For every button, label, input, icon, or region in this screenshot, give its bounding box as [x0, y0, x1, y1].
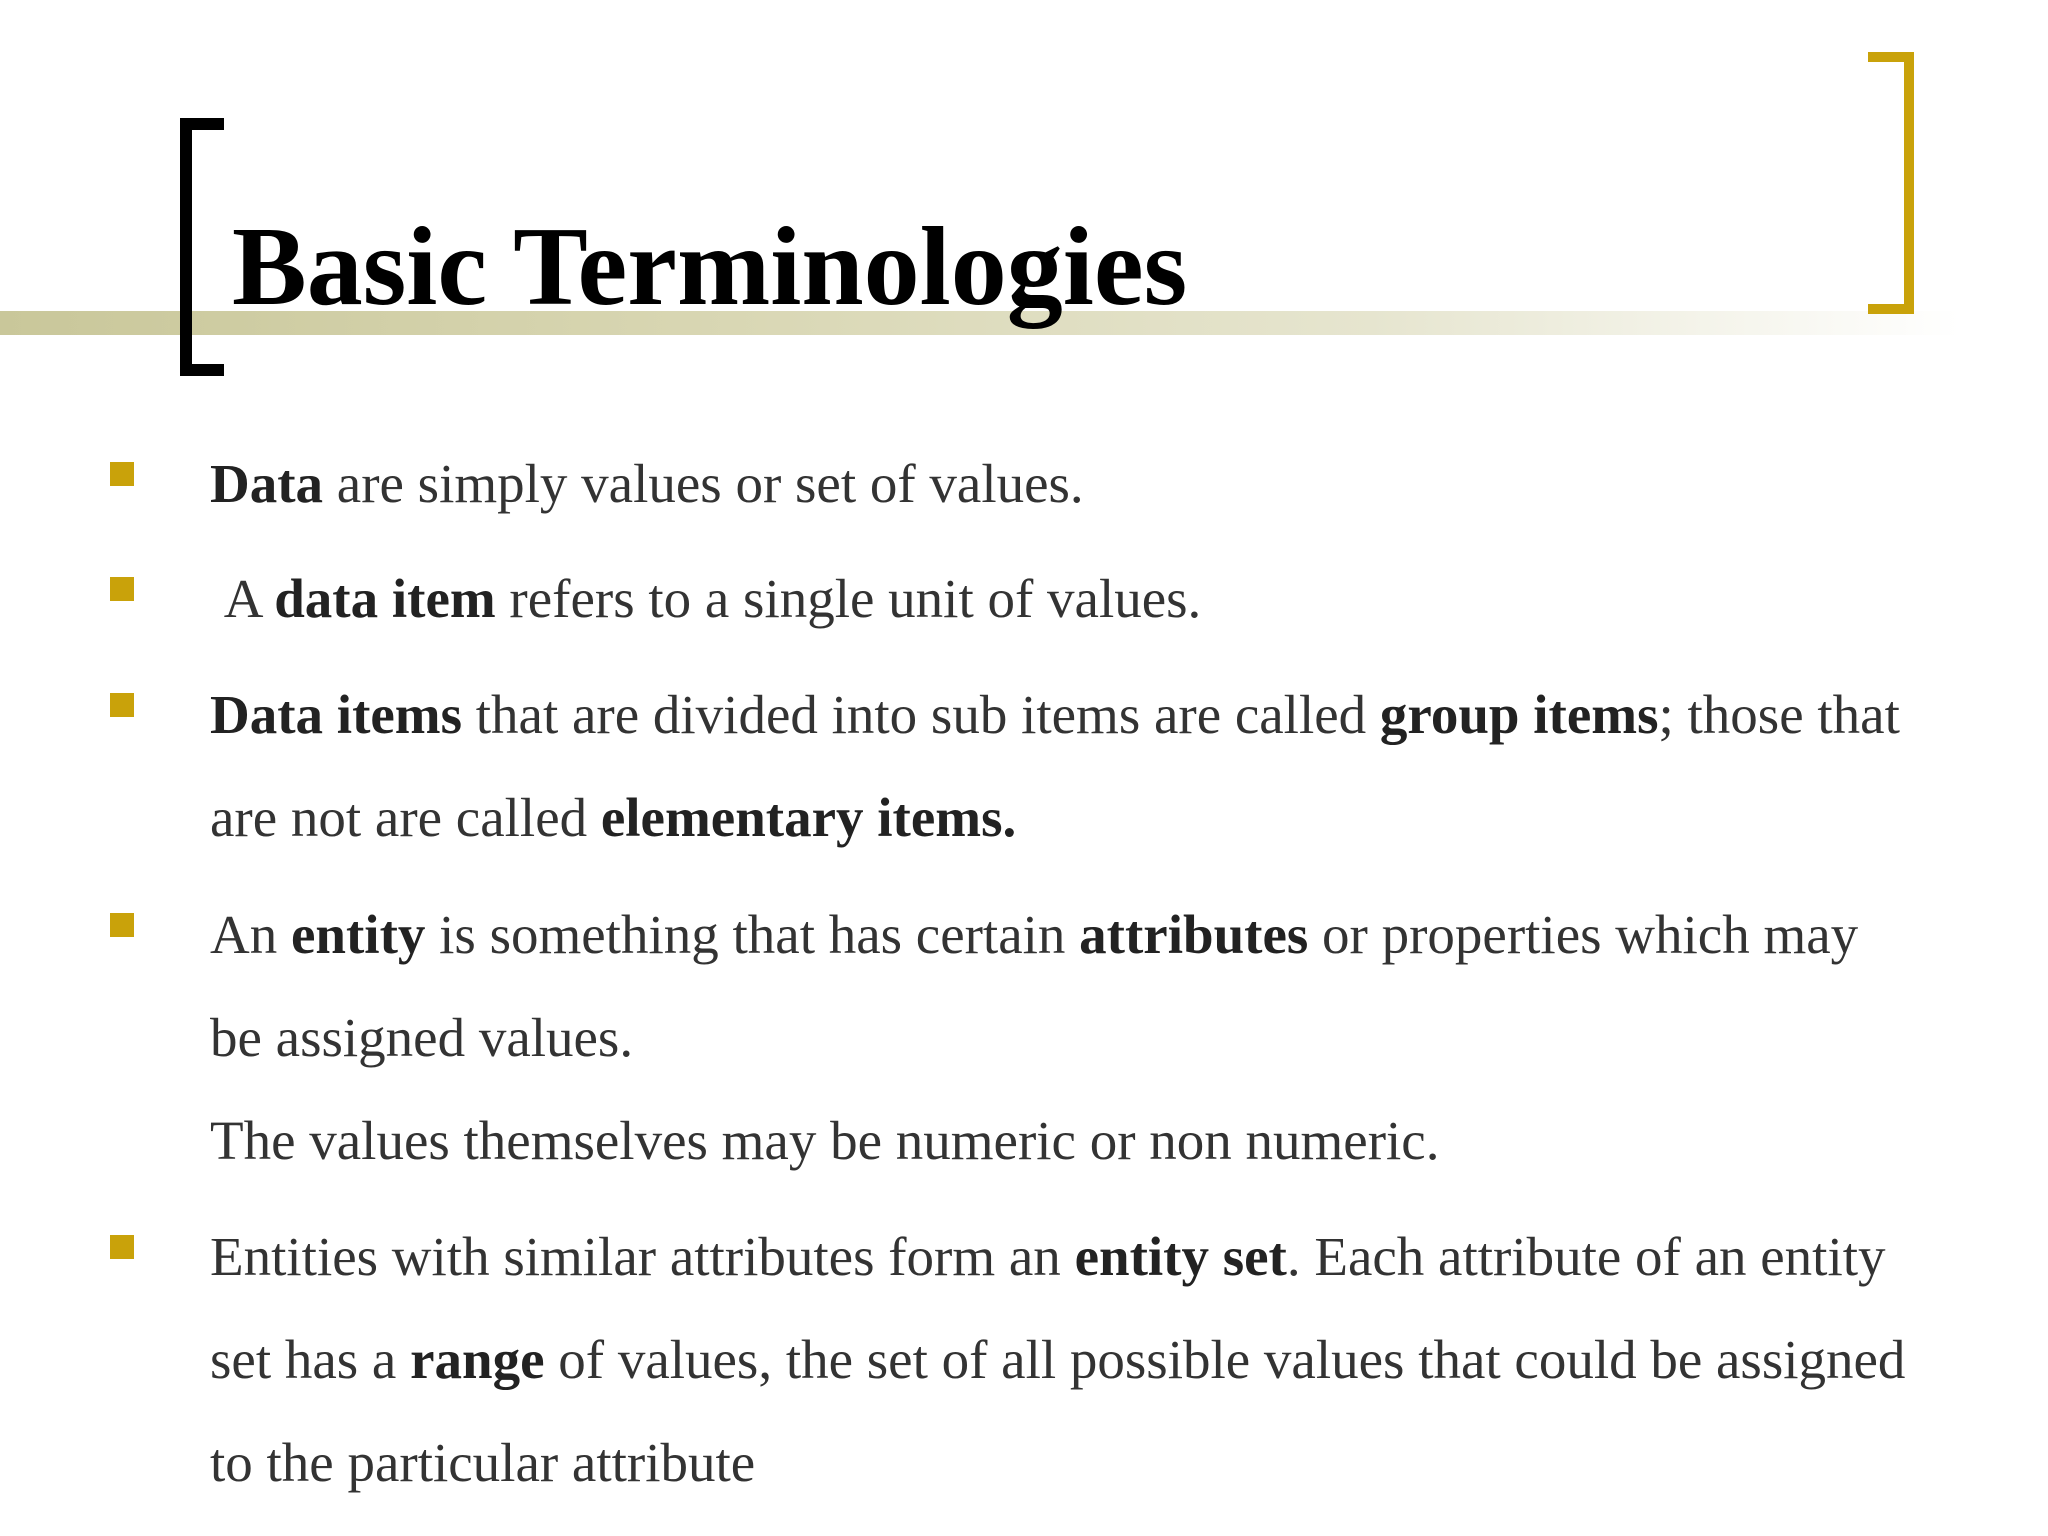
- square-bullet-icon: [110, 462, 134, 486]
- square-bullet-icon: [110, 693, 134, 717]
- text-run: of values, the set of all possible values that could be assigned: [544, 1329, 1906, 1390]
- bullet-line: [210, 1089, 2010, 1192]
- slide-title: Basic Terminologies: [232, 205, 1188, 329]
- bullet-line: [210, 547, 2010, 650]
- square-bullet-icon: [110, 577, 134, 601]
- bold-term: group items: [1379, 684, 1659, 745]
- bullet-text: [210, 883, 2010, 1192]
- bold-term: Data: [210, 453, 324, 514]
- text-run: A: [210, 568, 275, 629]
- bullet-text: [210, 663, 2010, 869]
- bullet-line: [210, 663, 2010, 766]
- bold-term: attributes: [1079, 904, 1309, 965]
- text-run: refers to a single unit of values.: [495, 568, 1202, 629]
- bullet-line: [210, 1411, 2010, 1514]
- text-run: set has a: [210, 1329, 411, 1390]
- square-bullet-icon: [110, 1235, 134, 1259]
- bullet-line: [210, 883, 2010, 986]
- bullet-line: [210, 766, 2010, 869]
- text-run: are not are called: [210, 787, 601, 848]
- bullet-text: [210, 547, 2010, 650]
- square-bullet-icon: [110, 913, 134, 937]
- text-run: to the particular attribute: [210, 1432, 756, 1493]
- bold-term: range: [410, 1329, 545, 1390]
- bold-term: data item: [274, 568, 496, 629]
- text-run: Entities with similar attributes form an: [210, 1226, 1075, 1287]
- text-run: The values themselves may be numeric or non numeric.: [210, 1110, 1440, 1171]
- text-run: is something that has certain: [425, 904, 1080, 965]
- bold-term: elementary items.: [600, 787, 1017, 848]
- text-run: that are divided into sub items are called: [462, 684, 1380, 745]
- bullet-line: [210, 432, 2010, 535]
- text-run: are simply values or set of values.: [323, 453, 1084, 514]
- bullet-line: [210, 1205, 2010, 1308]
- bullet-line: [210, 986, 2010, 1089]
- bullet-text: [210, 1205, 2010, 1514]
- text-run: be assigned values.: [210, 1007, 634, 1068]
- bold-term: entity set: [1074, 1226, 1287, 1287]
- text-run: . Each attribute of an entity: [1286, 1226, 1886, 1287]
- bullet-text: [210, 432, 2010, 535]
- text-run: ; those that: [1658, 684, 1900, 745]
- text-run: An: [210, 904, 291, 965]
- bullet-line: [210, 1308, 2010, 1411]
- bold-term: Data items: [210, 684, 463, 745]
- text-run: or properties which may: [1308, 904, 1859, 965]
- bold-term: entity: [290, 904, 426, 965]
